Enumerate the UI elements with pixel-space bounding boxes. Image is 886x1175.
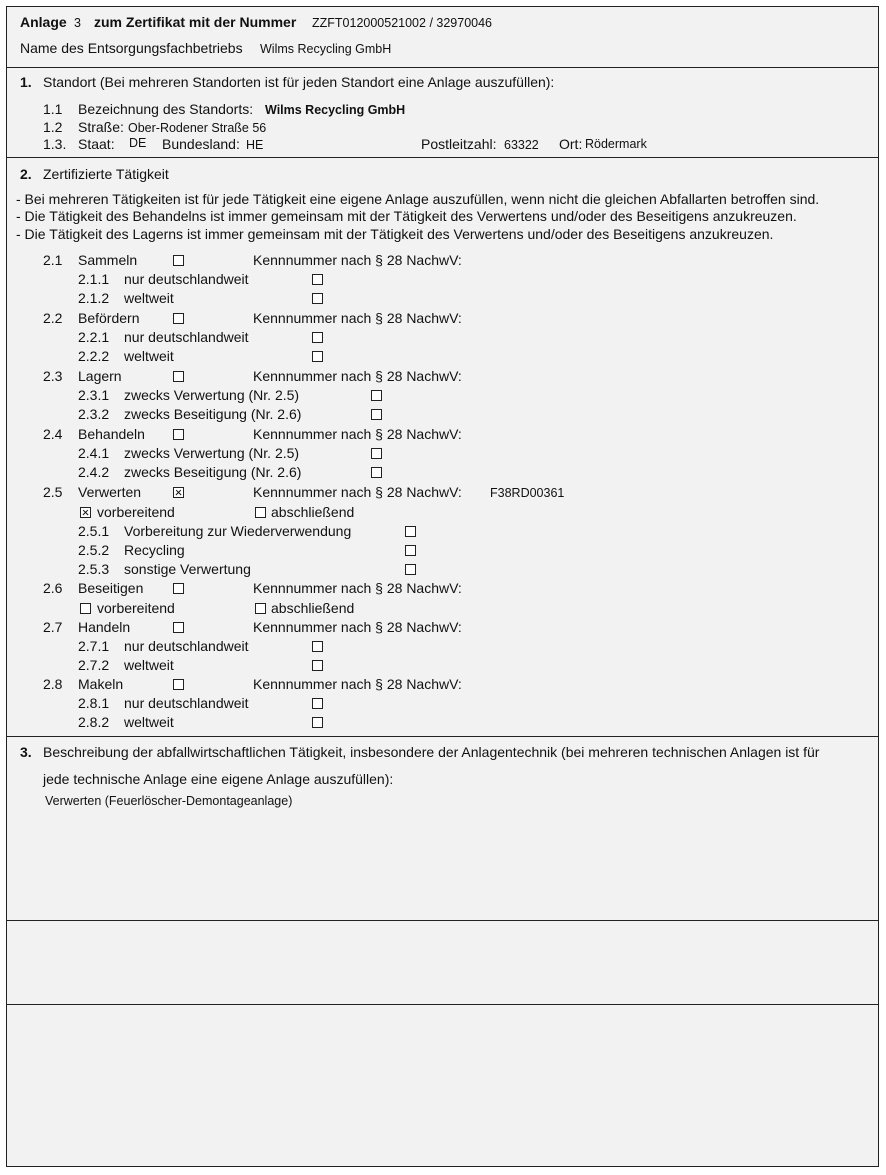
- activity-label: Verwerten: [78, 484, 142, 500]
- betrieb-value[interactable]: Wilms Recycling GmbH: [260, 42, 392, 56]
- sub-label: zwecks Beseitigung (Nr. 2.6): [124, 464, 302, 480]
- sub-num: 2.1.1: [78, 271, 110, 287]
- sub-checkbox[interactable]: [371, 390, 382, 401]
- section3-number: 3.: [20, 744, 32, 760]
- sub-checkbox[interactable]: [371, 448, 382, 459]
- sub-checkbox[interactable]: [371, 409, 382, 420]
- sub-label: sonstige Verwertung: [124, 561, 251, 577]
- activity-label: Lagern: [78, 368, 122, 384]
- befoerdern-checkbox[interactable]: [173, 313, 184, 324]
- sub-checkbox[interactable]: [312, 660, 323, 671]
- ort-value[interactable]: Rödermark: [585, 137, 647, 151]
- sub-num: 2.4.1: [78, 445, 110, 461]
- makeln-checkbox[interactable]: [173, 679, 184, 690]
- sub-num: 2.7.1: [78, 638, 110, 654]
- section2-title: Zertifizierte Tätigkeit: [43, 166, 169, 182]
- section3-title-line1: Beschreibung der abfallwirtschaftlichen Tätigkeit, insbesondere der Anlagentechnik (bei mehreren technischen Anlagen ist für: [43, 744, 820, 760]
- verwerten-checkbox[interactable]: [173, 487, 184, 498]
- kennnummer-label: Kennnummer nach § 28 NachwV:: [253, 619, 462, 635]
- kennnummer-label: Kennnummer nach § 28 NachwV:: [253, 368, 462, 384]
- sub-label: weltweit: [124, 348, 174, 364]
- activity-label: Handeln: [78, 619, 131, 635]
- activity-num: 2.5: [43, 484, 63, 500]
- bundesland-value[interactable]: HE: [246, 138, 264, 152]
- sub-num: 2.7.2: [78, 657, 110, 673]
- activity-num: 2.4: [43, 426, 63, 442]
- note-2: - Die Tätigkeit des Behandelns ist immer gemeinsam mit der Tätigkeit des Verwertens und/oder des Beseitigens anzukreuzen.: [16, 208, 797, 224]
- bundesland-label: Bundesland:: [162, 136, 240, 152]
- staat-num: 1.3.: [43, 136, 67, 152]
- sammeln-checkbox[interactable]: [173, 255, 184, 266]
- kennnummer-label: Kennnummer nach § 28 NachwV:: [253, 310, 462, 326]
- sub-checkbox[interactable]: [405, 564, 416, 575]
- certificate-annex-form: [6, 6, 879, 1167]
- kennnummer-value[interactable]: F38RD00361: [490, 486, 565, 500]
- vorbereitend-label: vorbereitend: [97, 600, 175, 616]
- activity-label: Befördern: [78, 310, 140, 326]
- kennnummer-label: Kennnummer nach § 28 NachwV:: [253, 484, 462, 500]
- sub-label: nur deutschlandweit: [124, 329, 249, 345]
- sub-checkbox[interactable]: [312, 641, 323, 652]
- sub-checkbox[interactable]: [312, 293, 323, 304]
- abschliessend-label: abschließend: [271, 504, 355, 520]
- sub-label: weltweit: [124, 714, 174, 730]
- kennnummer-label: Kennnummer nach § 28 NachwV:: [253, 580, 462, 596]
- behandeln-checkbox[interactable]: [173, 429, 184, 440]
- sub-num: 2.5.3: [78, 561, 110, 577]
- vorbereitend-checkbox[interactable]: [80, 603, 91, 614]
- sub-label: zwecks Beseitigung (Nr. 2.6): [124, 406, 302, 422]
- sub-num: 2.1.2: [78, 290, 110, 306]
- anlage-number[interactable]: 3: [74, 16, 81, 30]
- divider: [7, 1004, 878, 1005]
- zertifikat-label: zum Zertifikat mit der Nummer: [94, 14, 297, 30]
- activity-label: Sammeln: [78, 252, 138, 268]
- sub-num: 2.4.2: [78, 464, 110, 480]
- sub-num: 2.5.2: [78, 542, 110, 558]
- sub-label: zwecks Verwertung (Nr. 2.5): [124, 445, 300, 461]
- sub-label: Vorbereitung zur Wiederverwendung: [124, 523, 352, 539]
- abschliessend-checkbox[interactable]: [255, 603, 266, 614]
- sub-num: 2.2.2: [78, 348, 110, 364]
- divider: [7, 920, 878, 921]
- sub-checkbox[interactable]: [312, 698, 323, 709]
- activity-num: 2.8: [43, 676, 63, 692]
- section3-title-line2: jede technische Anlage eine eigene Anlage auszufüllen):: [43, 771, 394, 787]
- vorbereitend-checkbox[interactable]: [80, 507, 91, 518]
- abschliessend-checkbox[interactable]: [255, 507, 266, 518]
- note-3: - Die Tätigkeit des Lagerns ist immer gemeinsam mit der Tätigkeit des Verwertens und/oder des Beseitigens anzukreuzen.: [16, 226, 774, 242]
- plz-label: Postleitzahl:: [421, 136, 497, 152]
- ort-label: Ort:: [559, 136, 583, 152]
- sub-checkbox[interactable]: [405, 526, 416, 537]
- vorbereitend-label: vorbereitend: [97, 504, 175, 520]
- activity-num: 2.1: [43, 252, 63, 268]
- sub-num: 2.3.1: [78, 387, 110, 403]
- divider: [7, 157, 878, 158]
- bezeichnung-label: Bezeichnung des Standorts:: [78, 101, 254, 117]
- sub-label: weltweit: [124, 290, 174, 306]
- activity-label: Beseitigen: [78, 580, 144, 596]
- sub-checkbox[interactable]: [405, 545, 416, 556]
- bezeichnung-num: 1.1: [43, 101, 63, 117]
- sub-num: 2.8.2: [78, 714, 110, 730]
- anlage-label: Anlage: [20, 14, 67, 30]
- kennnummer-label: Kennnummer nach § 28 NachwV:: [253, 676, 462, 692]
- beseitigen-checkbox[interactable]: [173, 583, 184, 594]
- sub-label: zwecks Verwertung (Nr. 2.5): [124, 387, 300, 403]
- abschliessend-label: abschließend: [271, 600, 355, 616]
- note-1: - Bei mehreren Tätigkeiten ist für jede Tätigkeit eine eigene Anlage auszufüllen, wenn nicht die gleichen Abfallarten betroffen sind.: [16, 191, 820, 207]
- sub-label: nur deutschlandweit: [124, 271, 249, 287]
- sub-checkbox[interactable]: [312, 274, 323, 285]
- sub-label: weltweit: [124, 657, 174, 673]
- sub-checkbox[interactable]: [312, 351, 323, 362]
- zertifikat-number[interactable]: ZZFT012000521002 / 32970046: [312, 16, 492, 30]
- kennnummer-label: Kennnummer nach § 28 NachwV:: [253, 426, 462, 442]
- section1-number: 1.: [20, 74, 32, 90]
- divider: [7, 67, 878, 68]
- sub-num: 2.8.1: [78, 695, 110, 711]
- sub-label: nur deutschlandweit: [124, 695, 249, 711]
- sub-label: Recycling: [124, 542, 185, 558]
- activity-num: 2.2: [43, 310, 63, 326]
- sub-num: 2.2.1: [78, 329, 110, 345]
- section1-title: Standort (Bei mehreren Standorten ist für jeden Standort eine Anlage auszufüllen):: [43, 74, 555, 90]
- staat-label: Staat:: [78, 136, 115, 152]
- section3-value[interactable]: Verwerten (Feuerlöscher-Demontageanlage): [45, 794, 293, 808]
- divider: [7, 736, 878, 737]
- sub-label: nur deutschlandweit: [124, 638, 249, 654]
- sub-checkbox[interactable]: [312, 332, 323, 343]
- strasse-num: 1.2: [43, 119, 63, 135]
- lagern-checkbox[interactable]: [173, 371, 184, 382]
- activity-num: 2.3: [43, 368, 63, 384]
- sub-num: 2.5.1: [78, 523, 110, 539]
- handeln-checkbox[interactable]: [173, 622, 184, 633]
- sub-checkbox[interactable]: [371, 467, 382, 478]
- staat-value[interactable]: DE: [129, 136, 147, 150]
- section2-number: 2.: [20, 166, 32, 182]
- activity-label: Behandeln: [78, 426, 145, 442]
- plz-value[interactable]: 63322: [504, 138, 539, 152]
- sub-num: 2.3.2: [78, 406, 110, 422]
- activity-num: 2.7: [43, 619, 63, 635]
- activity-label: Makeln: [78, 676, 124, 692]
- bezeichnung-value[interactable]: Wilms Recycling GmbH: [265, 103, 406, 117]
- strasse-label: Straße:: [78, 119, 124, 135]
- activity-num: 2.6: [43, 580, 63, 596]
- kennnummer-label: Kennnummer nach § 28 NachwV:: [253, 252, 462, 268]
- betrieb-label: Name des Entsorgungsfachbetriebs: [20, 40, 243, 56]
- strasse-value[interactable]: Ober-Rodener Straße 56: [128, 121, 267, 135]
- sub-checkbox[interactable]: [312, 717, 323, 728]
